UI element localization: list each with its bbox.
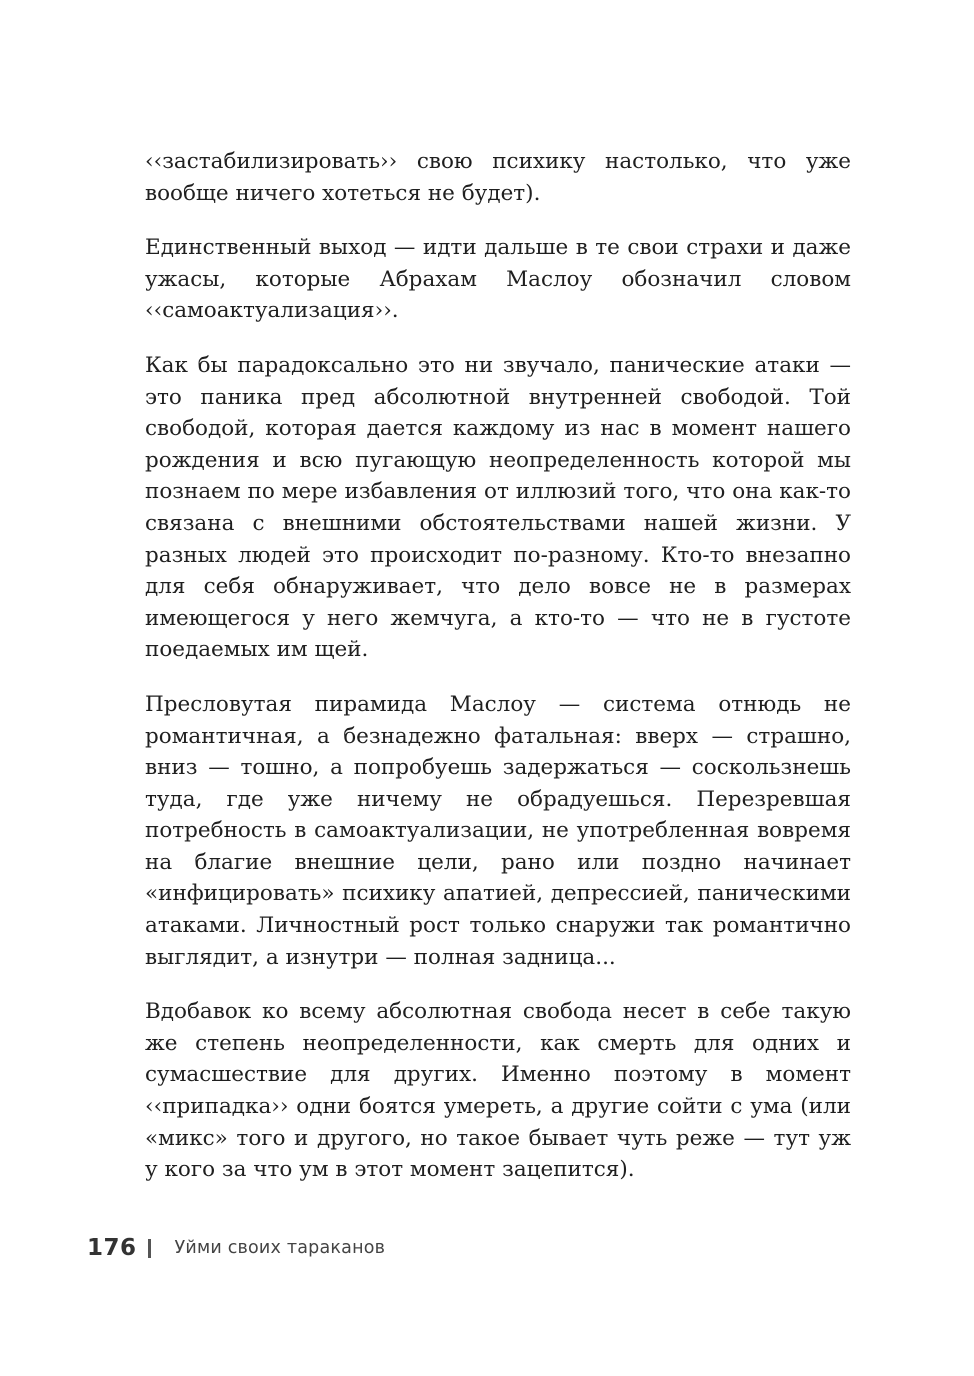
paragraph-1: ‹‹застабилизировать›› свою психику настолько, что уже вообще ничего хотеться не будет). bbox=[145, 149, 851, 206]
page-footer bbox=[87, 1232, 385, 1264]
footer-divider bbox=[148, 1239, 151, 1258]
paragraph-2: Единственный выход — идти дальше в те свои страхи и даже ужасы, которые Абрахам Маслоу обозначил словом ‹‹самоактуализация››. bbox=[145, 235, 851, 324]
page-body-text bbox=[145, 146, 851, 1209]
paragraph-4: Пресловутая пирамида Маслоу — система отнюдь не романтичная, а безнадежно фатальная: вверх — страшно, вниз — тошно, а попробуешь задержаться — соскользнешь туда, где уже ничему не обрадуешься. Перезревшая потребность в самоактуализации, не употребленная вовремя на благие внешние цели, рано или поздно начинает «инфицировать» психику апатией, депрессией, паническими атаками. Личностный рост только снаружи так романтично выглядит, а изнутри — полная задница... bbox=[145, 691, 851, 970]
book-title: Уйми своих тараканов bbox=[174, 1238, 386, 1258]
paragraph-3: Как бы парадоксально это ни звучало, панические атаки — это паника пред абсолютной внутренней свободой. Той свободой, которая дается каждому из нас в момент нашего рождения и всю пугающую неопределенность которой мы познаем по мере избавления от иллюзий того, что она как-то связана с внешними обстоятельствами нашей жизни. У разных людей это происходит по-разному. Кто-то внезапно для себя обнаруживает, что дело вовсе не в размерах имеющегося у него жемчуга, а кто-то — что не в густоте поедаемых им щей. bbox=[145, 352, 851, 663]
paragraph-5: Вдобавок ко всему абсолютная свобода несет в себе такую же степень неопределенности, как смерть для одних и сумасшествие для других. Именно поэтому в момент ‹‹припадка›› одни боятся умереть, а другие сойти с ума (или «микс» того и другого, но такое бывает чуть реже — тут уж у кого за что ум в этот момент зацепится). bbox=[145, 999, 851, 1183]
page-number: 176 bbox=[87, 1235, 137, 1261]
